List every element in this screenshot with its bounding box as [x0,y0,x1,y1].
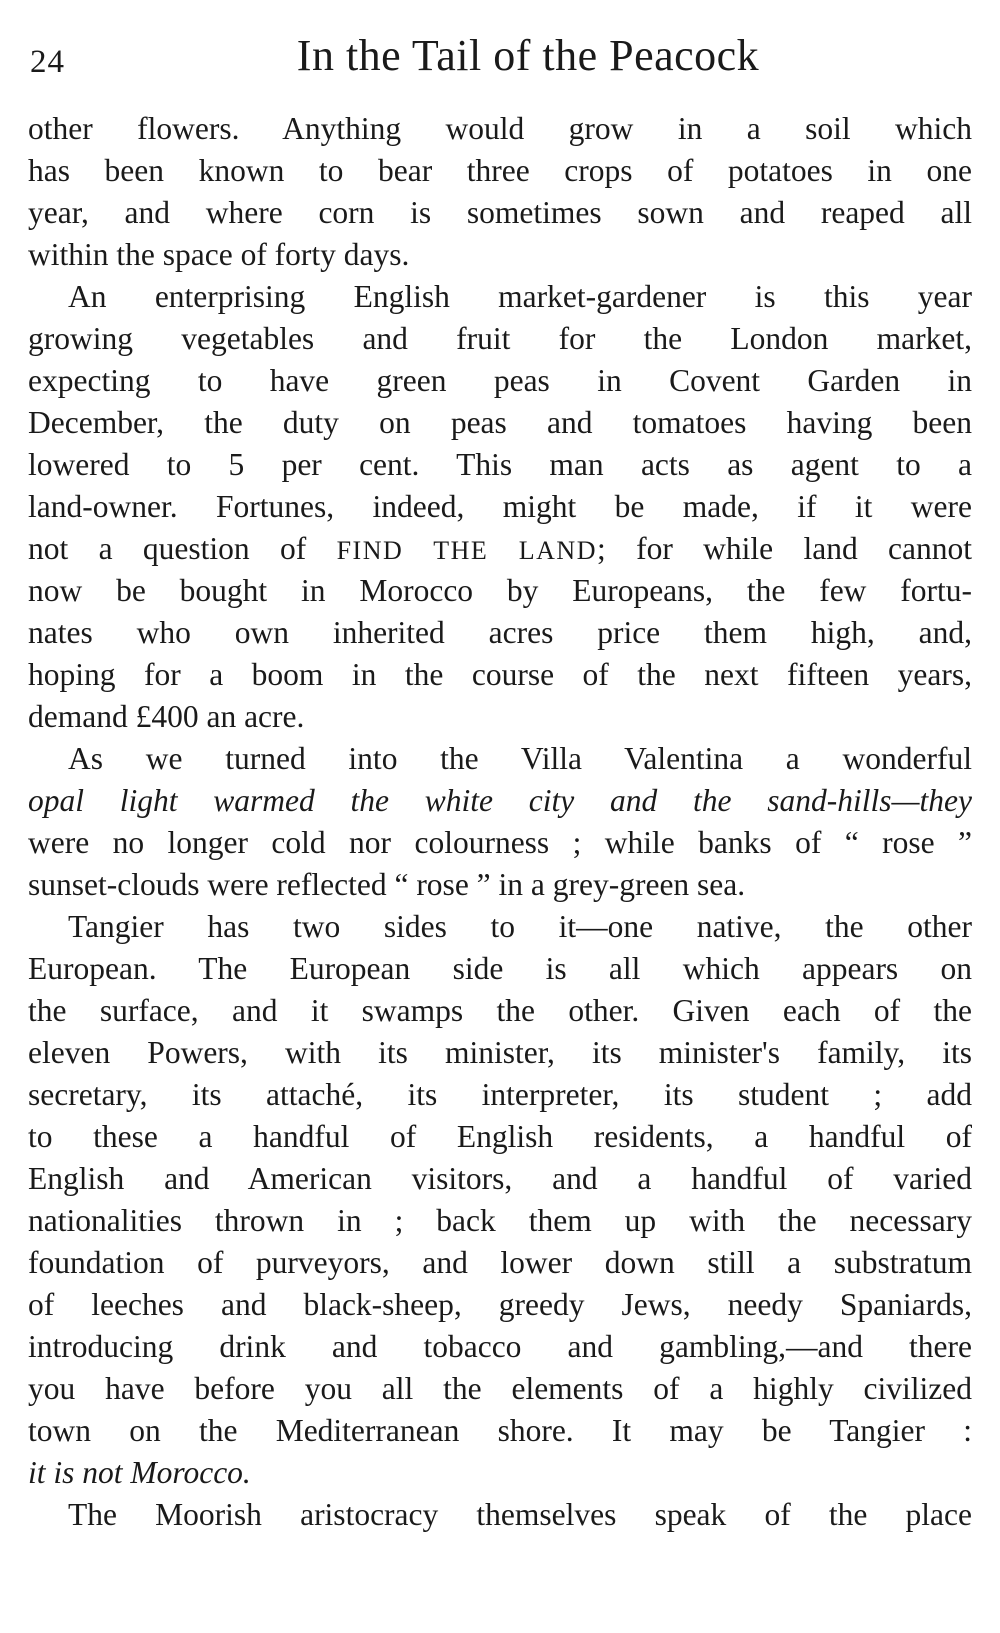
text-line: the surface, and it swamps the other. Given each of the [28,993,972,1028]
text-line: within the space of forty days. [28,237,410,272]
text-line: opal light warmed the white city and the sand-hills—they [28,783,972,818]
text-line: introducing drink and tobacco and gambling,—and there [28,1329,972,1364]
text-line: European. The European side is all which appears on [28,951,972,986]
running-title: In the Tail of the Peacock [296,31,760,80]
text-line: hoping for a boom in the course of the next fifteen years, [28,657,972,692]
text-line: nates who own inherited acres price them high, and, [28,615,972,650]
text-line: An enterprising English market-gardener is this year [68,279,972,314]
book-page [28,20,972,1620]
text-line: year, and where corn is sometimes sown and reaped all [28,195,972,230]
text-line: secretary, its attaché, its interpreter, its student ; add [28,1077,972,1112]
text-line: lowered to 5 per cent. This man acts as agent to a [28,447,972,482]
running-head [28,20,972,90]
text-line: Tangier has two sides to it—one native, the other [68,909,972,944]
text-line: has been known to bear three crops of potatoes in one [28,153,972,188]
text-line: growing vegetables and fruit for the London market, [28,321,972,356]
text-segment: ; for while land cannot [596,531,973,566]
page-number: 24 [30,44,65,80]
text-line: nationalities thrown in ; back them up with the necessary [28,1203,972,1238]
text-line: eleven Powers, with its minister, its minister's family, its [28,1035,972,1070]
text-line: As we turned into the Villa Valentina a wonderful [68,741,972,776]
text-segment: not a question of [28,531,307,566]
body-text [28,108,972,1536]
text-line: The Moorish aristocracy themselves speak of the place [68,1497,972,1532]
text-line: land-owner. Fortunes, indeed, might be made, if it were [28,489,972,524]
text-line: it is not Morocco. [28,1455,251,1490]
text-line: foundation of purveyors, and lower down still a substratum [28,1245,972,1280]
text-line: other flowers. Anything would grow in a soil which [28,111,972,146]
text-line: December, the duty on peas and tomatoes having been [28,405,972,440]
text-line: to these a handful of English residents, a handful of [28,1119,972,1154]
text-line: expecting to have green peas in Covent Garden in [28,363,972,398]
small-caps-phrase: FIND THE LAND [336,536,597,565]
text-line: English and American visitors, and a handful of varied [28,1161,972,1196]
text-line: town on the Mediterranean shore. It may be Tangier : [28,1413,972,1448]
text-line: you have before you all the elements of a highly civilized [28,1371,972,1406]
text-line: sunset-clouds were reflected “ rose ” in a grey-green sea. [28,867,746,902]
text-line: now be bought in Morocco by Europeans, the few fortu- [28,573,972,608]
text-line-with-small-caps [28,528,972,570]
text-line: demand £400 an acre. [28,699,305,734]
text-line: were no longer cold nor colourness ; while banks of “ rose ” [28,825,972,860]
text-line: of leeches and black-sheep, greedy Jews, needy Spaniards, [28,1287,972,1322]
